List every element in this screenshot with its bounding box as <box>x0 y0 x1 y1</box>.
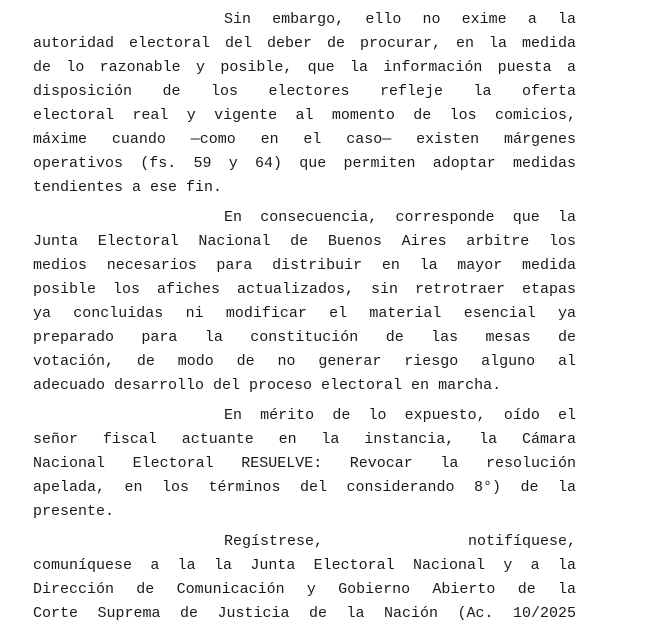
text-line: presente. <box>33 503 115 520</box>
text-line: medios necesarios para distribuir en la mayor medida <box>33 257 576 274</box>
text-line: Regístrese, notifíquese, <box>224 533 576 550</box>
text-line: adecuado desarrollo del proceso electoral en marcha. <box>33 377 502 394</box>
text-line: operativos (fs. 59 y 64) que permiten adoptar medidas <box>33 155 576 172</box>
paragraph-1 <box>33 8 576 200</box>
text-line: disposición de los electores refleje la oferta <box>33 83 576 100</box>
text-line: posible los afiches actualizados, sin retrotraer etapas <box>33 281 576 298</box>
text-line: de lo razonable y posible, que la información puesta a <box>33 59 576 76</box>
text-line: Dirección de Comunicación y Gobierno Abierto de la <box>33 581 576 598</box>
text-line: En mérito de lo expuesto, oído el <box>224 407 576 424</box>
text-line: Nacional Electoral RESUELVE: Revocar la resolución <box>33 455 576 472</box>
text-line: señor fiscal actuante en la instancia, la Cámara <box>33 431 576 448</box>
text-line: Corte Suprema de Justicia de la Nación (Ac. 10/2025 <box>33 605 576 622</box>
text-line: Sin embargo, ello no exime a la <box>224 11 576 28</box>
text-line: votación, de modo de no generar riesgo alguno al <box>33 353 576 370</box>
paragraph-4 <box>33 530 576 626</box>
paragraph-2 <box>33 206 576 398</box>
text-line: autoridad electoral del deber de procurar, en la medida <box>33 35 576 52</box>
text-line: máxime cuando —como en el caso— existen márgenes <box>33 131 576 148</box>
text-line: Junta Electoral Nacional de Buenos Aires arbitre los <box>33 233 576 250</box>
text-line: tendientes a ese fin. <box>33 179 223 196</box>
text-line: ya concluidas ni modificar el material esencial ya <box>33 305 576 322</box>
text-line: electoral real y vigente al momento de los comicios, <box>33 107 576 124</box>
text-line: En consecuencia, corresponde que la <box>224 209 576 226</box>
paragraph-3 <box>33 404 576 524</box>
document-page <box>33 8 576 632</box>
text-line: preparado para la constitución de las mesas de <box>33 329 576 346</box>
text-line: apelada, en los términos del considerando 8°) de la <box>33 479 576 496</box>
text-line: comuníquese a la la Junta Electoral Nacional y a la <box>33 557 576 574</box>
